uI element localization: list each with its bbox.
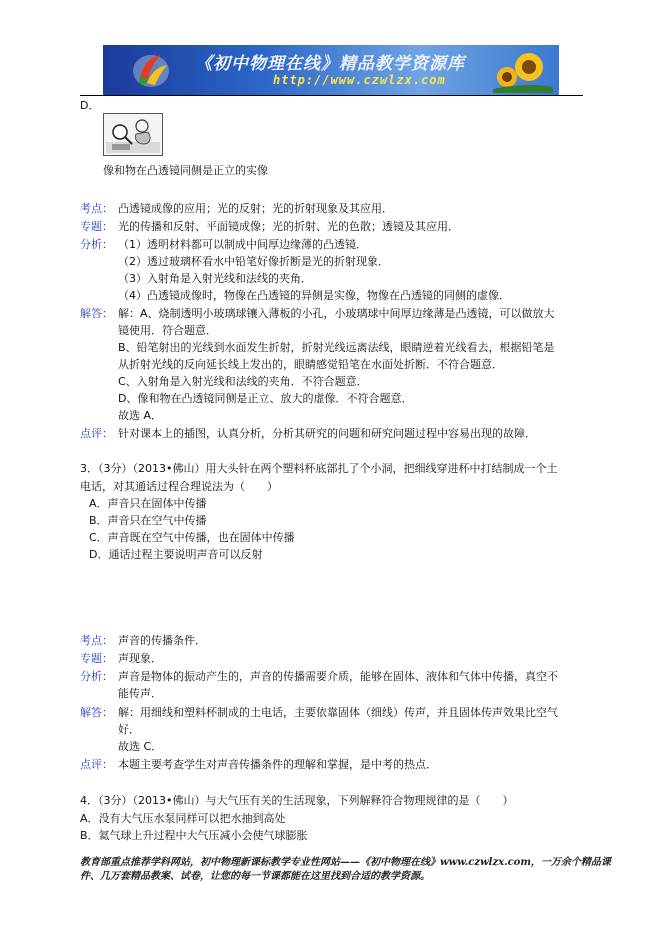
q4-option: B．氦气球上升过程中大气压减小会使气球膨胀 [80, 829, 308, 842]
header-url[interactable]: http://www.czwlzx.com [273, 73, 446, 87]
dianping-text: 针对课本上的插图，认真分析，分析其研究的问题和研究问题过程中容易出现的故障． [118, 427, 536, 440]
q3-stem: 3．（3分）（2013•佛山）用大头针在两个塑料杯底部扎了个小洞，把细线穿进杯中打结制成一个土 [80, 462, 558, 475]
option-d-illustration [103, 113, 163, 156]
q3-option: A．声音只在固体中传播 [89, 497, 207, 510]
kaodian-text: 凸透镜成像的应用；光的反射；光的折射现象及其应用． [118, 202, 393, 215]
jieda-label: 解答： [80, 307, 113, 320]
zhuanti-label: 专题： [80, 652, 113, 665]
fenxi-line: （2）透过玻璃杯看水中铅笔好像折断是光的折射现象． [118, 255, 389, 268]
jieda-line: D、像和物在凸透镜同侧是正立、放大的虚像．不符合题意． [118, 392, 413, 405]
zhuanti-text: 光的传播和反射、平面镜成像；光的折射、光的色散；透镜及其应用． [118, 220, 459, 233]
option-d-caption: 像和物在凸透镜同侧是正立的实像 [103, 164, 268, 177]
jieda-line: C、入射角是入射光线和法线的夹角．不符合题意． [118, 375, 368, 388]
sunflower-icon [493, 47, 553, 93]
fenxi-label: 分析： [80, 238, 113, 251]
zhuanti-label: 专题： [80, 220, 113, 233]
jieda-line: B、铅笔射出的光线到水面发生折射，折射光线远离法线，眼睛逆着光线看去，根据铅笔是 [118, 341, 555, 354]
q3-option: D．通话过程主要说明声音可以反射 [89, 548, 263, 561]
zhuanti-text: 声现象． [118, 652, 162, 665]
q4-stem: 4．（3分）（2013•佛山）与大气压有关的生活现象，下列解释符合物理规律的是（ ） [80, 794, 514, 807]
footer-line: 件、几万套精品教案、试卷，让您的每一节课都能在这里找到合适的教学资源。 [80, 871, 430, 882]
header-title: 《初中物理在线》精品教学资源库 [195, 54, 465, 74]
kaodian-label: 考点： [80, 202, 113, 215]
magnifier-person-icon [104, 114, 162, 155]
jieda-line: 镜使用．符合题意． [118, 324, 217, 337]
kaodian-label: 考点： [80, 634, 113, 647]
fenxi-label: 分析： [80, 670, 113, 683]
fenxi-line: 声音是物体的振动产生的，声音的传播需要介质，能够在固体、液体和气体中传播，真空不 [118, 670, 558, 683]
jieda-line: 解：A、烧制透明小玻璃球镶入薄板的小孔，小玻璃球中间厚边缘薄是凸透镜，可以做放大 [118, 307, 555, 320]
footer-line: 教育部重点推荐学科网站，初中物理新课标教学专业性网站——《初中物理在线》www.czwlzx.com，一万余个精品课 [80, 857, 611, 868]
fenxi-line: （1）透明材料都可以制成中间厚边缘薄的凸透镜． [118, 238, 367, 251]
jieda-line: 故选 A． [118, 409, 163, 422]
site-logo [131, 51, 171, 89]
header-divider [80, 95, 583, 96]
q4-option: A．没有大气压水泵同样可以把水抽到高处 [80, 812, 286, 825]
option-d-label: D． [80, 99, 100, 112]
jieda-label: 解答： [80, 706, 113, 719]
fenxi-line: 能传声． [118, 687, 162, 700]
jieda-line: 好． [118, 723, 140, 736]
jieda-line: 故选 C． [118, 740, 163, 753]
dianping-text: 本题主要考查学生对声音传播条件的理解和掌握，是中考的热点． [118, 758, 437, 771]
fenxi-line: （4）凸透镜成像时，物像在凸透镜的异侧是实像，物像在凸透镜的同侧的虚像． [118, 289, 510, 302]
page-footer [80, 856, 611, 884]
q3-option: C．声音既在空气中传播，也在固体中传播 [89, 531, 295, 544]
fenxi-line: （3）入射角是入射光线和法线的夹角． [118, 272, 312, 285]
q3-option: B．声音只在空气中传播 [89, 514, 207, 527]
jieda-line: 解：用细线和塑料杯制成的土电话，主要依靠固体（细线）传声，并且固体传声效果比空气 [118, 706, 558, 719]
header-banner [103, 45, 559, 95]
q3-stem: 电话，对其通话过程合理说法为（ ） [80, 480, 278, 493]
dianping-label: 点评： [80, 427, 113, 440]
kaodian-text: 声音的传播条件． [118, 634, 206, 647]
dianping-label: 点评： [80, 758, 113, 771]
jieda-line: 从折射光线的反向延长线上发出的，眼睛感觉铅笔在水面处折断．不符合题意． [118, 358, 503, 371]
